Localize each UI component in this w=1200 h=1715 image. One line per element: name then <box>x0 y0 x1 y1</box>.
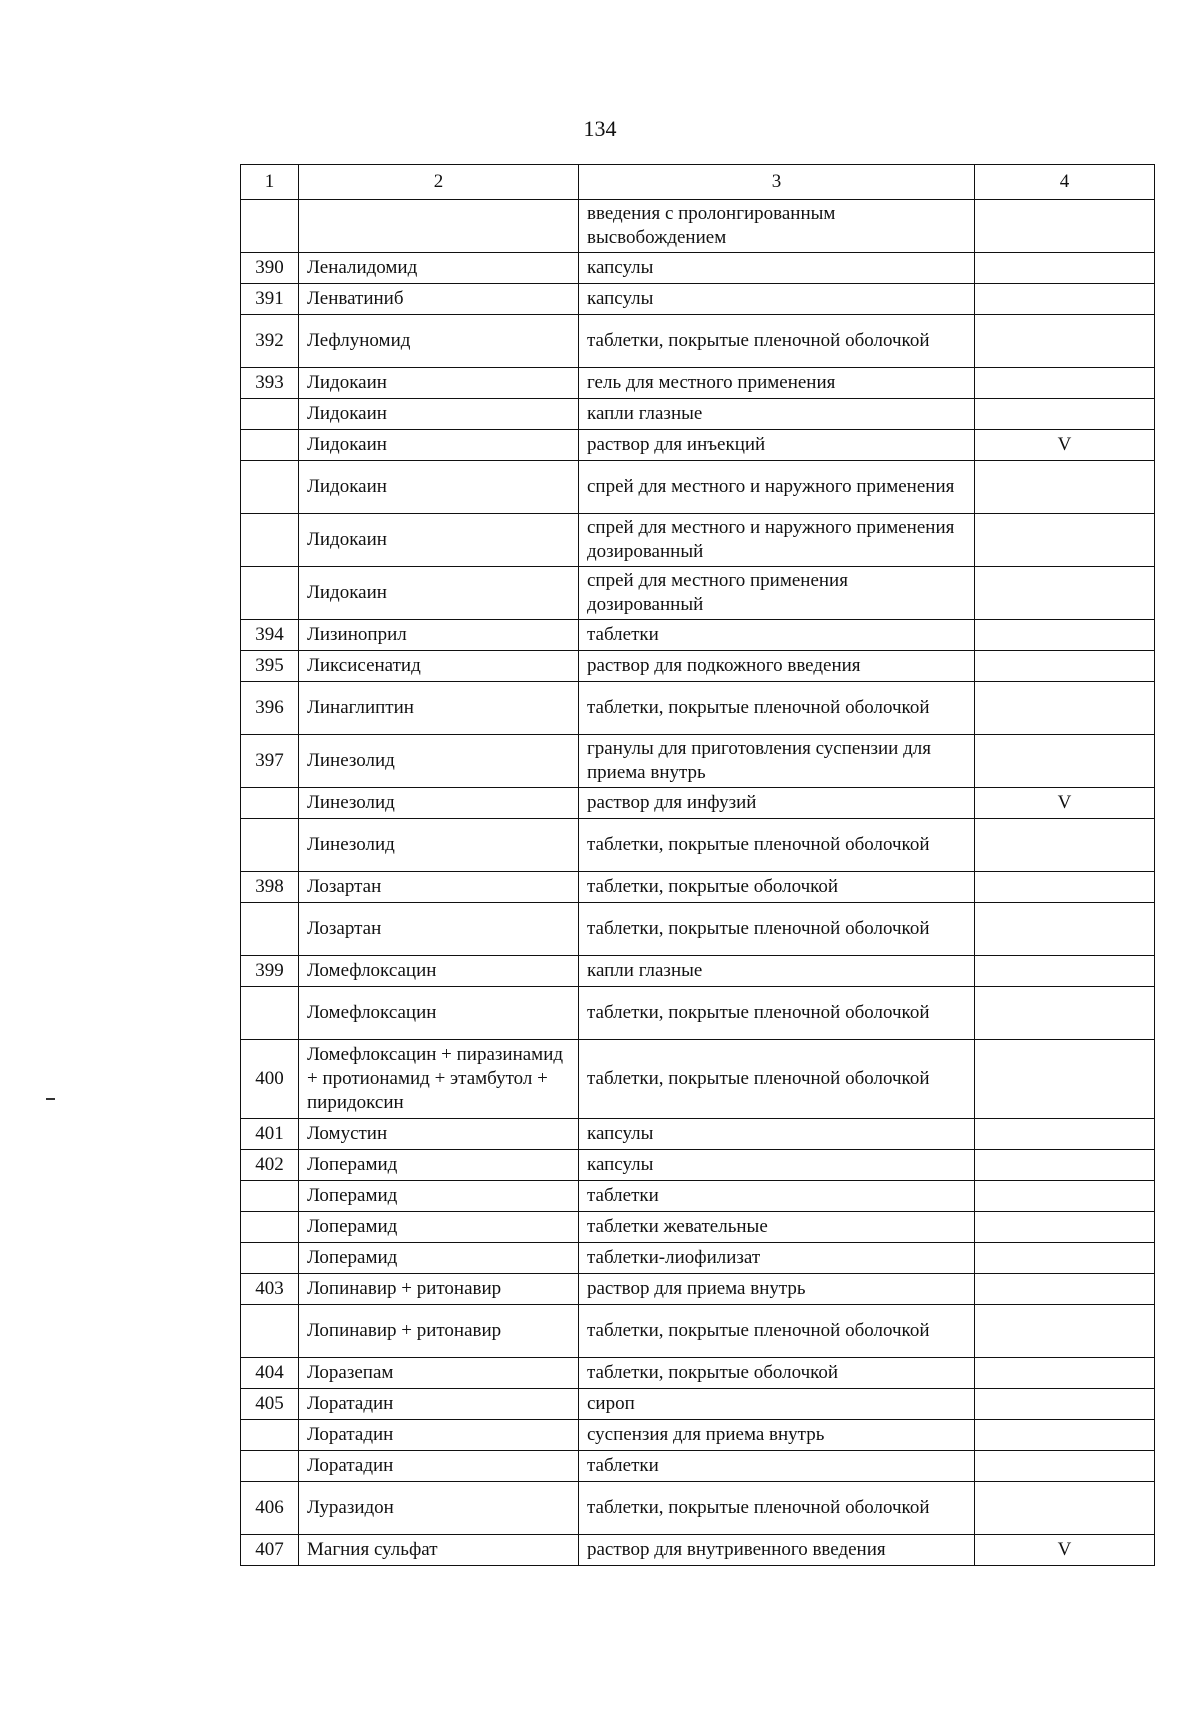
dosage-form-cell: таблетки <box>579 620 975 651</box>
dosage-form-cell: гранулы для приготовления суспензии для приема внутрь <box>579 735 975 788</box>
dosage-form-cell: таблетки <box>579 1451 975 1482</box>
table-row <box>241 399 1155 430</box>
mark-cell <box>975 620 1155 651</box>
mark-cell <box>975 903 1155 956</box>
mark-cell <box>975 1212 1155 1243</box>
dosage-form-cell: введения с пролонгированным высвобождением <box>579 200 975 253</box>
drug-name-cell: Ломефлоксацин <box>299 987 579 1040</box>
table-row <box>241 200 1155 253</box>
drug-name-cell: Магния сульфат <box>299 1535 579 1566</box>
mark-cell <box>975 735 1155 788</box>
table-row <box>241 514 1155 567</box>
mark-cell <box>975 1305 1155 1358</box>
table-row <box>241 1482 1155 1535</box>
drug-name-cell: Лоратадин <box>299 1389 579 1420</box>
table-row <box>241 430 1155 461</box>
dosage-form-cell: таблетки, покрытые пленочной оболочкой <box>579 987 975 1040</box>
table-row <box>241 872 1155 903</box>
row-number-cell <box>241 1181 299 1212</box>
drug-name-cell: Лоперамид <box>299 1150 579 1181</box>
row-number-cell: 404 <box>241 1358 299 1389</box>
row-number-cell <box>241 819 299 872</box>
drug-name-cell: Леналидомид <box>299 253 579 284</box>
mark-cell <box>975 987 1155 1040</box>
drug-name-cell: Лозартан <box>299 872 579 903</box>
mark-cell <box>975 253 1155 284</box>
table-row <box>241 620 1155 651</box>
dosage-form-cell: раствор для приема внутрь <box>579 1274 975 1305</box>
drug-name-cell: Лоперамид <box>299 1181 579 1212</box>
drug-name-cell: Ломефлоксацин <box>299 956 579 987</box>
dosage-form-cell: спрей для местного и наружного применения <box>579 461 975 514</box>
dosage-form-cell: таблетки <box>579 1181 975 1212</box>
dosage-form-cell: раствор для инфузий <box>579 788 975 819</box>
mark-cell <box>975 819 1155 872</box>
mark-cell <box>975 1451 1155 1482</box>
table-row <box>241 1040 1155 1119</box>
mark-cell <box>975 1389 1155 1420</box>
table-row <box>241 368 1155 399</box>
drug-name-cell: Линезолид <box>299 819 579 872</box>
table-row <box>241 567 1155 620</box>
drug-name-cell: Ломустин <box>299 1119 579 1150</box>
row-number-cell: 391 <box>241 284 299 315</box>
row-number-cell: 405 <box>241 1389 299 1420</box>
row-number-cell <box>241 788 299 819</box>
table-row <box>241 1274 1155 1305</box>
mark-cell <box>975 1482 1155 1535</box>
dosage-form-cell: капсулы <box>579 253 975 284</box>
drug-name-cell: Линезолид <box>299 735 579 788</box>
mark-cell <box>975 682 1155 735</box>
mark-cell <box>975 1119 1155 1150</box>
drug-name-cell: Лопинавир + ритонавир <box>299 1305 579 1358</box>
row-number-cell: 396 <box>241 682 299 735</box>
mark-cell: V <box>975 788 1155 819</box>
row-number-cell <box>241 987 299 1040</box>
mark-cell <box>975 956 1155 987</box>
mark-cell <box>975 284 1155 315</box>
row-number-cell: 394 <box>241 620 299 651</box>
dosage-form-cell: таблетки, покрытые оболочкой <box>579 872 975 903</box>
table-row <box>241 1451 1155 1482</box>
table-row <box>241 903 1155 956</box>
table-row <box>241 735 1155 788</box>
dosage-form-cell: суспензия для приема внутрь <box>579 1420 975 1451</box>
dosage-form-cell: капсулы <box>579 1119 975 1150</box>
row-number-cell: 390 <box>241 253 299 284</box>
dosage-form-cell: таблетки, покрытые пленочной оболочкой <box>579 315 975 368</box>
dosage-form-cell: гель для местного применения <box>579 368 975 399</box>
row-number-cell: 402 <box>241 1150 299 1181</box>
dosage-form-cell: капли глазные <box>579 956 975 987</box>
mark-cell <box>975 1150 1155 1181</box>
dosage-form-cell: капли глазные <box>579 399 975 430</box>
mark-cell <box>975 1358 1155 1389</box>
margin-mark <box>46 1098 55 1100</box>
header-row <box>241 165 1155 200</box>
dosage-form-cell: таблетки-лиофилизат <box>579 1243 975 1274</box>
drug-name-cell: Лефлуномид <box>299 315 579 368</box>
drug-name-cell: Лопинавир + ритонавир <box>299 1274 579 1305</box>
row-number-cell: 400 <box>241 1040 299 1119</box>
table-row <box>241 1305 1155 1358</box>
dosage-form-cell: спрей для местного и наружного применения дозированный <box>579 514 975 567</box>
table-row <box>241 651 1155 682</box>
mark-cell: V <box>975 1535 1155 1566</box>
drug-name-cell: Лидокаин <box>299 514 579 567</box>
drug-name-cell: Лидокаин <box>299 368 579 399</box>
row-number-cell <box>241 461 299 514</box>
table-row <box>241 956 1155 987</box>
drug-name-cell: Лоратадин <box>299 1420 579 1451</box>
column-header: 2 <box>299 165 579 200</box>
table-row <box>241 284 1155 315</box>
dosage-form-cell: таблетки, покрытые пленочной оболочкой <box>579 819 975 872</box>
mark-cell: V <box>975 430 1155 461</box>
drug-name-cell: Лоратадин <box>299 1451 579 1482</box>
row-number-cell <box>241 567 299 620</box>
drug-name-cell: Лозартан <box>299 903 579 956</box>
drug-name-cell: Лоразепам <box>299 1358 579 1389</box>
dosage-form-cell: таблетки, покрытые оболочкой <box>579 1358 975 1389</box>
table-row <box>241 1420 1155 1451</box>
table-row <box>241 682 1155 735</box>
table-row <box>241 1535 1155 1566</box>
drug-name-cell: Лидокаин <box>299 567 579 620</box>
drug-name-cell: Лидокаин <box>299 430 579 461</box>
row-number-cell <box>241 903 299 956</box>
column-header: 3 <box>579 165 975 200</box>
row-number-cell <box>241 200 299 253</box>
mark-cell <box>975 1274 1155 1305</box>
dosage-form-cell: таблетки, покрытые пленочной оболочкой <box>579 1040 975 1119</box>
dosage-form-cell: раствор для внутривенного введения <box>579 1535 975 1566</box>
drug-name-cell: Ликсисенатид <box>299 651 579 682</box>
row-number-cell <box>241 1420 299 1451</box>
mark-cell <box>975 315 1155 368</box>
column-header: 1 <box>241 165 299 200</box>
row-number-cell: 395 <box>241 651 299 682</box>
mark-cell <box>975 1243 1155 1274</box>
row-number-cell: 406 <box>241 1482 299 1535</box>
dosage-form-cell: спрей для местного применения дозированный <box>579 567 975 620</box>
mark-cell <box>975 514 1155 567</box>
dosage-form-cell: таблетки, покрытые пленочной оболочкой <box>579 1305 975 1358</box>
drug-name-cell: Лидокаин <box>299 399 579 430</box>
row-number-cell: 397 <box>241 735 299 788</box>
table-row <box>241 1181 1155 1212</box>
row-number-cell: 392 <box>241 315 299 368</box>
row-number-cell <box>241 1212 299 1243</box>
row-number-cell <box>241 514 299 567</box>
mark-cell <box>975 461 1155 514</box>
dosage-form-cell: таблетки, покрытые пленочной оболочкой <box>579 1482 975 1535</box>
table-row <box>241 1212 1155 1243</box>
mark-cell <box>975 368 1155 399</box>
dosage-form-cell: таблетки, покрытые пленочной оболочкой <box>579 903 975 956</box>
drug-name-cell: Лоперамид <box>299 1243 579 1274</box>
drug-name-cell: Ломефлоксацин + пиразинамид + протионамид + этамбутол + пиридоксин <box>299 1040 579 1119</box>
mark-cell <box>975 872 1155 903</box>
table-row <box>241 1150 1155 1181</box>
table-row <box>241 819 1155 872</box>
mark-cell <box>975 1181 1155 1212</box>
table-row <box>241 1358 1155 1389</box>
table-row <box>241 461 1155 514</box>
row-number-cell <box>241 430 299 461</box>
dosage-form-cell: раствор для подкожного введения <box>579 651 975 682</box>
drug-name-cell: Ленватиниб <box>299 284 579 315</box>
mark-cell <box>975 651 1155 682</box>
mark-cell <box>975 1040 1155 1119</box>
drug-name-cell: Лизиноприл <box>299 620 579 651</box>
page-number: 134 <box>583 116 617 141</box>
row-number-cell: 403 <box>241 1274 299 1305</box>
table-row <box>241 987 1155 1040</box>
table-body <box>241 200 1155 1566</box>
mark-cell <box>975 567 1155 620</box>
row-number-cell: 393 <box>241 368 299 399</box>
dosage-form-cell: таблетки жевательные <box>579 1212 975 1243</box>
table-row <box>241 253 1155 284</box>
row-number-cell: 398 <box>241 872 299 903</box>
row-number-cell: 399 <box>241 956 299 987</box>
dosage-form-cell: таблетки, покрытые пленочной оболочкой <box>579 682 975 735</box>
dosage-form-cell: раствор для инъекций <box>579 430 975 461</box>
row-number-cell <box>241 1451 299 1482</box>
mark-cell <box>975 200 1155 253</box>
row-number-cell: 401 <box>241 1119 299 1150</box>
mark-cell <box>975 1420 1155 1451</box>
row-number-cell <box>241 399 299 430</box>
drug-name-cell <box>299 200 579 253</box>
table-row <box>241 1119 1155 1150</box>
drug-name-cell: Лоперамид <box>299 1212 579 1243</box>
drug-name-cell: Луразидон <box>299 1482 579 1535</box>
row-number-cell <box>241 1305 299 1358</box>
dosage-form-cell: капсулы <box>579 1150 975 1181</box>
drug-name-cell: Лидокаин <box>299 461 579 514</box>
drug-name-cell: Линаглиптин <box>299 682 579 735</box>
table-row <box>241 315 1155 368</box>
dosage-form-cell: сироп <box>579 1389 975 1420</box>
mark-cell <box>975 399 1155 430</box>
drug-table <box>240 164 1155 1566</box>
dosage-form-cell: капсулы <box>579 284 975 315</box>
row-number-cell: 407 <box>241 1535 299 1566</box>
column-header: 4 <box>975 165 1155 200</box>
table-row <box>241 1243 1155 1274</box>
table-row <box>241 788 1155 819</box>
table-row <box>241 1389 1155 1420</box>
row-number-cell <box>241 1243 299 1274</box>
drug-name-cell: Линезолид <box>299 788 579 819</box>
